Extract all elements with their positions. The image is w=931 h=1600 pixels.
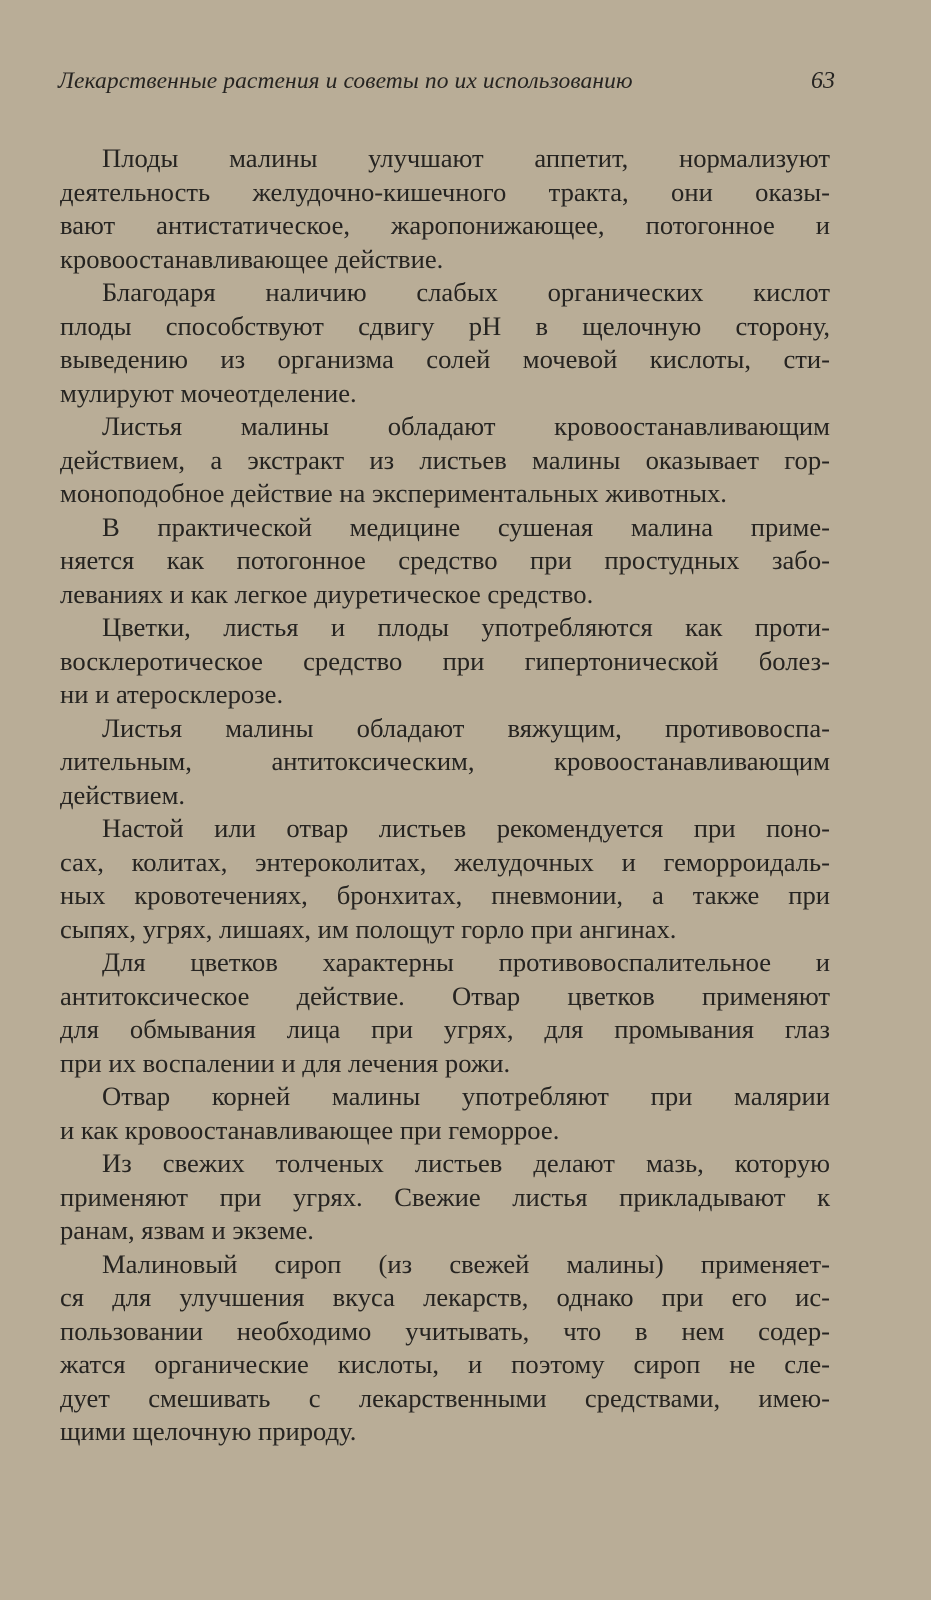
text-line: Листья малины обладают вяжущим, противовоспа- xyxy=(102,712,830,743)
text-line: лительным, антитоксическим, кровоостанавливающим xyxy=(60,746,830,776)
paragraph xyxy=(60,511,830,612)
text-line: ных кровотечениях, бронхитах, пневмонии, а также при xyxy=(60,880,830,910)
text-line: Отвар корней малины употребляют при малярии xyxy=(102,1081,830,1111)
paragraph xyxy=(60,946,830,1080)
paragraph xyxy=(60,712,830,813)
text-line: выведению из организма солей мочевой кислоты, сти- xyxy=(60,344,830,374)
text-line: восклеротическое средство при гипертонической болез- xyxy=(60,645,830,676)
text-line: вают антистатическое, жаропонижающее, потогонное и xyxy=(60,210,830,240)
text-line: ни и атеросклерозе. xyxy=(60,679,284,709)
text-line: применяют при угрях. Свежие листья прикладывают к xyxy=(60,1181,830,1212)
text-line: действием. xyxy=(60,779,186,810)
paragraph xyxy=(60,1248,830,1449)
text-line: Цветки, листья и плоды употребляются как проти- xyxy=(102,612,830,642)
text-line: и как кровоостанавливающее при геморрое. xyxy=(60,1114,560,1145)
text-line: Плоды малины улучшают аппетит, нормализуют xyxy=(102,143,830,173)
page-number: 63 xyxy=(811,68,835,94)
paragraph xyxy=(60,1147,830,1248)
text-line: плоды способствуют сдвигу pH в щелочную сторону, xyxy=(60,310,830,341)
text-line: Благодаря наличию слабых органических кислот xyxy=(102,277,830,307)
text-line: ся для улучшения вкуса лекарств, однако при его ис- xyxy=(60,1282,830,1312)
text-line: леваниях и как легкое диуретическое средство. xyxy=(60,578,594,609)
text-line: кровоостанавливающее действие. xyxy=(60,243,444,274)
text-line: для обмывания лица при угрях, для промывания глаз xyxy=(60,1014,830,1044)
text-line: жатся органические кислоты, и поэтому сироп не сле- xyxy=(60,1349,830,1379)
text-line: няется как потогонное средство при простудных забо- xyxy=(60,545,830,575)
page-header xyxy=(58,68,835,108)
text-line: моноподобное действие на экспериментальных животных. xyxy=(60,478,727,508)
text-line: пользовании необходимо учитывать, что в нем содер- xyxy=(60,1315,830,1346)
text-line: Листья малины обладают кровоостанавливающим xyxy=(102,411,830,441)
paragraph xyxy=(60,410,830,511)
text-line: щими щелочную природу. xyxy=(60,1416,357,1446)
text-line: Из свежих толченых листьев делают мазь, которую xyxy=(102,1148,830,1178)
paragraph xyxy=(60,812,830,946)
text-line: Настой или отвар листьев рекомендуется при поно- xyxy=(102,813,830,843)
body-text xyxy=(60,142,830,1449)
paragraph xyxy=(60,142,830,276)
paragraph xyxy=(60,1080,830,1147)
text-line: Малиновый сироп (из свежей малины) применяет- xyxy=(102,1248,830,1279)
text-line: антитоксическое действие. Отвар цветков применяют xyxy=(60,980,830,1011)
paragraph xyxy=(60,611,830,712)
text-line: Для цветков характерны противовоспалительное и xyxy=(102,947,830,977)
text-line: деятельность желудочно-кишечного тракта, они оказы- xyxy=(60,176,830,207)
text-line: сах, колитах, энтероколитах, желудочных и геморроидаль- xyxy=(60,846,830,877)
text-line: сыпях, угрях, лишаях, им полощут горло при ангинах. xyxy=(60,913,677,944)
text-line: дует смешивать с лекарственными средствами, имею- xyxy=(60,1382,830,1413)
text-line: при их воспалении и для лечения рожи. xyxy=(60,1047,511,1078)
running-title: Лекарственные растения и советы по их использованию xyxy=(58,68,633,94)
text-line: действием, а экстракт из листьев малины оказывает гор- xyxy=(60,444,830,475)
text-line: мулируют мочеотделение. xyxy=(60,377,357,408)
text-line: В практической медицине сушеная малина приме- xyxy=(102,511,830,542)
text-line: ранам, язвам и экземе. xyxy=(60,1215,314,1245)
paragraph xyxy=(60,276,830,410)
